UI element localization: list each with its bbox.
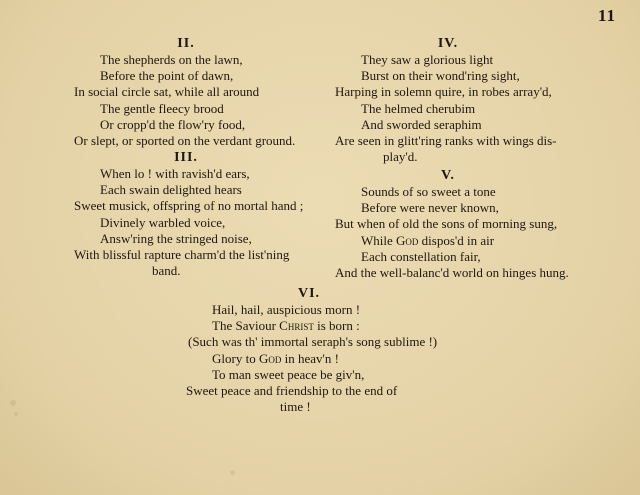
stanza-numeral: VI. bbox=[297, 286, 321, 301]
foxing-spot bbox=[230, 470, 235, 475]
verse-line: time ! bbox=[280, 399, 311, 415]
verse-line: When lo ! with ravish'd ears, bbox=[100, 166, 250, 181]
verse-line: play'd. bbox=[383, 149, 418, 165]
verse-line: While God dispos'd in air bbox=[361, 232, 495, 248]
verse-line: The gentle fleecy brood bbox=[100, 100, 224, 116]
stanza-iv bbox=[333, 36, 603, 165]
verse-line: Are seen in glitt'ring ranks with wings dis- bbox=[335, 133, 557, 149]
stanza-ii bbox=[72, 36, 332, 149]
verse-line: Before were never known, bbox=[361, 200, 499, 216]
stanza-numeral: III. bbox=[174, 150, 198, 165]
verse-line: Sounds of so sweet a tone bbox=[361, 184, 496, 199]
verse-line: In social circle sat, while all around bbox=[74, 84, 260, 100]
verse-line: Sweet musick, offspring of no mortal hand ; bbox=[74, 198, 304, 214]
verse-line: They saw a glorious light bbox=[361, 52, 494, 67]
verse-line: Each swain delighted hears bbox=[100, 182, 242, 198]
foxing-spot bbox=[14, 412, 18, 416]
stanza-numeral: V. bbox=[441, 168, 455, 183]
verse-line: Sweet peace and friendship to the end of bbox=[186, 383, 398, 399]
verse-line: The Saviour Christ is born : bbox=[212, 318, 360, 334]
verse-line: Or slept, or sported on the verdant ground. bbox=[74, 133, 296, 149]
page-number: 11 bbox=[597, 6, 616, 25]
verse-line: The shepherds on the lawn, bbox=[100, 52, 243, 67]
verse-line: Each constellation fair, bbox=[361, 248, 481, 264]
verse-line: With blissful rapture charm'd the list'ning bbox=[74, 247, 290, 263]
verse-line: (Such was th' immortal seraph's song sublime !) bbox=[188, 334, 438, 350]
verse-line: And sworded seraphim bbox=[361, 116, 482, 132]
foxing-spot bbox=[10, 400, 16, 406]
verse-line: Harping in solemn quire, in robes array'd, bbox=[335, 84, 552, 100]
small-caps-name: Christ bbox=[279, 318, 314, 334]
stanza-iii bbox=[72, 150, 332, 279]
verse-line: Or cropp'd the flow'ry food, bbox=[100, 116, 246, 132]
stanza-numeral: II. bbox=[177, 36, 195, 51]
verse-line: band. bbox=[152, 263, 181, 279]
verse-line: Burst on their wond'ring sight, bbox=[361, 68, 520, 84]
verse-line: Answ'ring the stringed noise, bbox=[100, 230, 252, 246]
stanza-vi bbox=[184, 286, 474, 415]
stanza-numeral: IV. bbox=[437, 36, 459, 51]
verse-line: Before the point of dawn, bbox=[100, 68, 234, 84]
verse-line: The helmed cherubim bbox=[361, 100, 476, 116]
verse-line: To man sweet peace be giv'n, bbox=[212, 366, 365, 382]
stanza-v bbox=[333, 168, 603, 281]
verse-line: Hail, hail, auspicious morn ! bbox=[212, 302, 361, 317]
verse-line: Glory to God in heav'n ! bbox=[212, 350, 339, 366]
verse-line: And the well-balanc'd world on hinges hung. bbox=[335, 265, 569, 281]
small-caps-name: God bbox=[258, 350, 282, 366]
verse-line: Divinely warbled voice, bbox=[100, 214, 226, 230]
verse-line: But when of old the sons of morning sung, bbox=[335, 216, 558, 232]
small-caps-name: God bbox=[396, 232, 419, 248]
